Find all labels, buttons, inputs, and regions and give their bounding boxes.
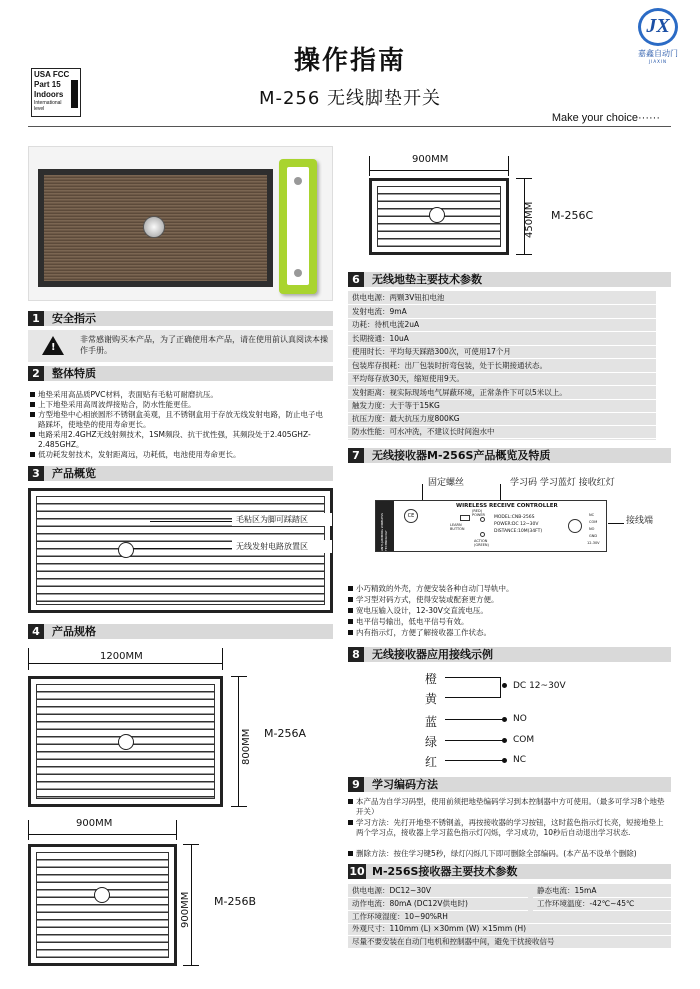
section-9-title: 学习编码方法 <box>372 778 438 791</box>
feature-item: 上下地垫采用高周波焊接贴合，防水性能更佳。 <box>30 400 330 410</box>
warning-box: ! 非常感谢购买本产品，为了正确使用本产品，请在使用前认真阅读本操作手册。 <box>28 330 333 362</box>
terminal-power: 12-30V <box>587 541 600 545</box>
wire-red: 红 <box>425 755 438 769</box>
section-3-number: 3 <box>28 466 44 481</box>
spec10-left: 外观尺寸：110mm (L) ×30mm (W) ×15mm (H) <box>348 922 671 936</box>
wiring-nc: NC <box>513 755 527 765</box>
receiver-side-text: ANTI-JAMMING WIRELESS TECHNOLOGY <box>380 513 388 551</box>
section-2-title: 整体特质 <box>52 367 96 380</box>
section-6-number: 6 <box>348 272 364 287</box>
spec-b-hole-icon <box>94 887 110 903</box>
fcc-line2: Part 15 <box>34 80 61 89</box>
product-photo <box>28 146 333 301</box>
section-2-number: 2 <box>28 366 44 381</box>
terminal-gnd: GND <box>589 534 598 538</box>
terminal-no: NO <box>589 527 595 531</box>
spec-a-width: 1200MM <box>100 651 143 662</box>
receiver-feature: 电平信号输出，低电平信号有效。 <box>348 617 668 627</box>
feature-item: 电路采用2.4GHZ无线射频技术，1SM频段、抗干扰性强，其频段处于2.405GHZ-2.485GHZ。 <box>30 430 330 450</box>
section-8-header <box>348 647 671 662</box>
fcc-line3: Indoors <box>34 90 64 99</box>
section-7-number: 7 <box>348 448 364 463</box>
section-1-number: 1 <box>28 311 44 326</box>
receiver-controller-label: WIRELESS RECEIVE CONTROLLER <box>456 503 558 509</box>
led-red-icon <box>480 517 485 522</box>
spec-b-model: M-256B <box>214 895 257 908</box>
section-1-title: 安全指示 <box>52 312 96 325</box>
spec-b-width: 900MM <box>76 818 113 829</box>
terminal-dot-icon <box>502 717 507 722</box>
spec10-right: 静态电流：15mA <box>533 884 671 898</box>
spec6-row: 使用时长：平均每天踩踏300次，可使用17个月 <box>348 345 656 359</box>
section-4-title: 产品规格 <box>52 625 96 638</box>
feature-item: 低功耗发射技术，发射距离远，功耗低，电池使用寿命更长。 <box>30 450 330 460</box>
terminal-nc: NC <box>589 513 595 517</box>
overview-label-circuit: 无线发射电路放置区 <box>236 542 308 551</box>
spec-a-height: 800MM <box>241 728 252 765</box>
spec-c-width: 900MM <box>412 154 449 165</box>
terminal-dot-icon <box>502 738 507 743</box>
fcc-line4: International <box>34 100 62 106</box>
section-8-number: 8 <box>348 647 364 662</box>
terminal-com: COM <box>589 520 598 524</box>
spec6-row: 防水性能：可水冲洗，不建议长时间泡水中 <box>348 425 656 439</box>
steel-box-icon <box>143 216 165 238</box>
warning-text: 非常感谢购买本产品，为了正确使用本产品，请在使用前认真阅读本操作手册。 <box>80 335 328 355</box>
logo-mark-text: JX <box>646 15 670 37</box>
spec-b-mat <box>28 844 177 966</box>
section-6-header <box>348 272 671 287</box>
wire-yellow: 黄 <box>425 692 438 706</box>
section-8-title: 无线接收器应用接线示例 <box>372 648 493 661</box>
spec-a-model: M-256A <box>264 727 306 740</box>
wiring-power: DC 12~30V <box>513 681 566 691</box>
spec10-right: 工作环境温度：-42℃~45℃ <box>533 897 671 911</box>
learn-step: 本产品为自学习码型，使用前须把地垫编码学习到本控制器中方可使用。（最多可学习8个地垫开关） <box>348 797 668 817</box>
receiver-photo <box>279 159 317 294</box>
learn-step: 学习方法：先打开地垫不锈钢盖，再按接收器的学习按钮，这时蓝色指示灯长亮，短接地垫上两个学习点，接收器上学习蓝色指示灯闪烁，学习成功，10秒后自动退出学习状态. <box>348 818 668 838</box>
screw-right-icon <box>568 519 582 533</box>
receiver-action-label: ACTION (GREEN) <box>474 539 489 547</box>
logo-mark-icon <box>638 8 678 46</box>
wire-orange: 橙 <box>425 672 438 686</box>
section-1-header <box>28 311 333 326</box>
logo-name: 嘉鑫自动门 <box>638 49 678 58</box>
terminal-dot-icon <box>502 758 507 763</box>
brand-logo <box>628 8 688 68</box>
receiver-learn-label: LEARN BUTTON <box>450 523 465 531</box>
label-terminal: 接线端 <box>626 516 654 526</box>
section-7-title: 无线接收器M-256S产品概览及特质 <box>372 449 551 462</box>
wiring-no: NO <box>513 714 527 724</box>
spec6-row: 发射电流：9mA <box>348 305 656 319</box>
receiver-power: POWER:DC 12~30V <box>494 522 539 527</box>
label-screw: 固定螺丝 <box>428 478 465 488</box>
spec6-row: 供电电源：两颗3V钮扣电池 <box>348 291 656 305</box>
receiver-distance: DISTANCE:10M(34FT) <box>494 529 543 534</box>
spec10-left: 工作环境湿度：10~90%RH <box>348 910 671 924</box>
spec-a-hole-icon <box>118 734 134 750</box>
section-4-number: 4 <box>28 624 44 639</box>
receiver-feature: 学习型对码方式，使得安装或配套更方便。 <box>348 595 668 605</box>
section-4-header <box>28 624 333 639</box>
learn-step: 删除方法：按住学习键5秒，绿灯闪烁几下即可删除全部编码。(本产品不设单个删除) <box>348 849 668 859</box>
spec-c-model: M-256C <box>551 209 594 222</box>
section-3-title: 产品概览 <box>52 467 96 480</box>
receiver-reset-label: (RED) POWER <box>472 509 485 517</box>
section-6-title: 无线地垫主要技术参数 <box>372 273 482 286</box>
spec10-left: 尽量不要安装在自动门电机和控制器中间，避免干扰接收信号 <box>348 935 671 949</box>
receiver-feature: 宽电压输入设计，12-30V交直流电压。 <box>348 606 668 616</box>
spec-c-hole-icon <box>429 207 445 223</box>
transmitter-hole-icon <box>118 542 134 558</box>
terminal-dot-icon <box>502 683 507 688</box>
spec6-row: 功耗：待机电流2uA <box>348 318 656 332</box>
spec10-left: 动作电流：80mA (DC12V供电时) <box>348 897 528 911</box>
spec6-row: 长期接通：10uA <box>348 332 656 346</box>
spec6-row: 触发力度：大于等于15KG <box>348 399 656 413</box>
ce-mark: CE <box>404 509 418 523</box>
mat-photo <box>38 169 273 287</box>
section-9-header <box>348 777 671 792</box>
section-9-number: 9 <box>348 777 364 792</box>
learn-button[interactable] <box>460 515 470 521</box>
overview-label-fur: 毛粘区为脚可踩踏区 <box>236 515 308 524</box>
section-10-header <box>348 864 671 879</box>
section-10-title: M-256S接收器主要技术参数 <box>372 865 518 878</box>
spec6-row: 抗压力度：最大抗压力度800KG <box>348 412 656 426</box>
tagline: Make your choice······ <box>551 112 660 124</box>
spec6-row: 包装库存损耗：出厂包装时折弯包装，处于长期接通状态。 <box>348 359 656 373</box>
receiver-feature: 内有指示灯，方便了解接收器工作状态。 <box>348 628 668 638</box>
spec6-row: 发射距离：视实际现场电气屏蔽环境，正常条件下可以5米以上。 <box>348 386 656 400</box>
feature-item: 方型地垫中心相嵌圆形不锈钢盒美观，且不锈钢盒用于存放无线发射电路，防止电子电路踩坏，使地垫的使用寿命更长。 <box>30 410 330 430</box>
spec-b-height: 900MM <box>180 891 191 928</box>
wiring-com: COM <box>513 735 535 745</box>
spec-c-height: 450MM <box>524 201 535 238</box>
label-keys: 学习码 学习蓝灯 接收红灯 <box>510 478 615 488</box>
fcc-line5: level <box>34 106 45 112</box>
receiver-device <box>375 500 607 552</box>
section-3-header <box>28 466 333 481</box>
section-10-number: 10 <box>349 865 365 878</box>
spec-a-mat <box>28 676 223 807</box>
spec6-row: 平均每存放30天，缩短使用9天。 <box>348 372 656 386</box>
feature-item: 地垫采用高品质PVC材料，表面贴有毛粘可耐磨抗压。 <box>30 390 330 400</box>
spec-c-mat <box>369 178 509 255</box>
spec10-left: 供电电源：DC12~30V <box>348 884 528 898</box>
section-2-header <box>28 366 333 381</box>
led-green-icon <box>480 532 485 537</box>
receiver-model: MODEL:CNB-256S <box>494 515 535 520</box>
logo-sub: JIAXIN <box>648 59 667 64</box>
wire-green: 绿 <box>425 735 438 749</box>
page-subtitle: M-256 无线脚垫开关 <box>258 88 442 109</box>
header-divider <box>28 126 671 127</box>
wire-blue: 蓝 <box>425 715 438 729</box>
receiver-feature: 小巧精致的外壳，方便安装各种自动门导轨中。 <box>348 584 668 594</box>
section-7-header <box>348 448 671 463</box>
page-title: 操作指南 <box>293 46 406 76</box>
fcc-line1: USA FCC <box>34 70 70 79</box>
